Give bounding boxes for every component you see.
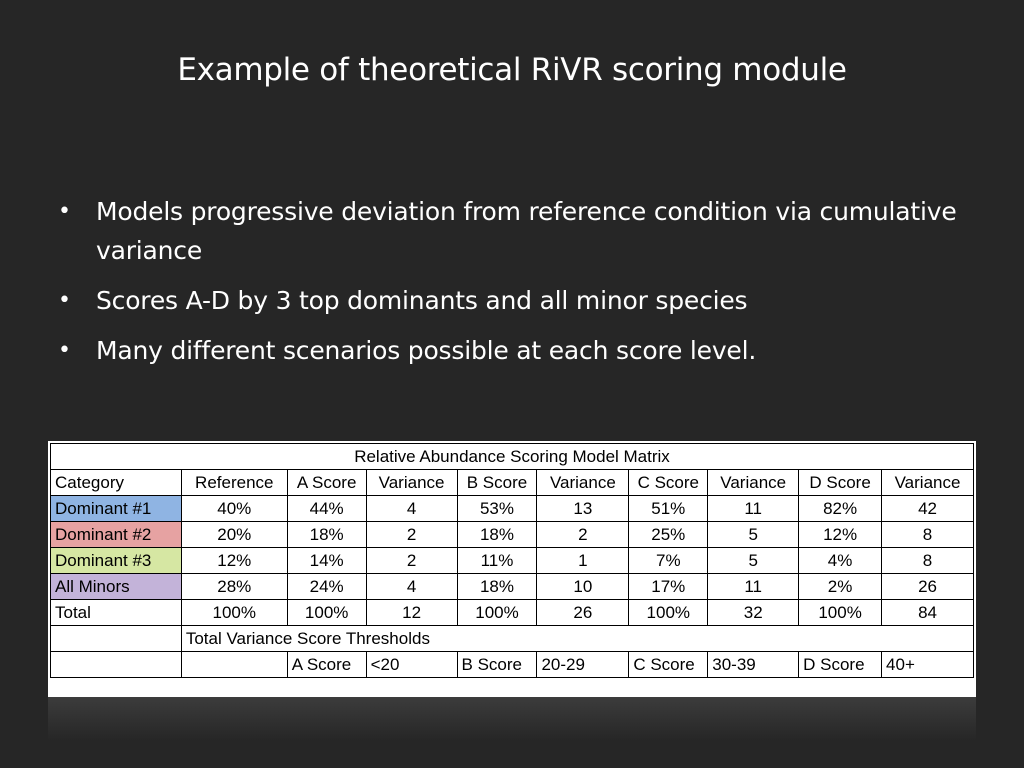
table-cell: 10 (537, 574, 629, 600)
table-cell: 2 (366, 548, 457, 574)
column-header: D Score (799, 470, 882, 496)
table-cell: 18% (457, 574, 537, 600)
table-cell: 14% (287, 548, 366, 574)
table-cell: 12% (181, 548, 287, 574)
table-cell: 4 (366, 574, 457, 600)
table-cell: 8 (882, 522, 974, 548)
category-cell: All Minors (51, 574, 182, 600)
column-header: C Score (629, 470, 708, 496)
column-header: Variance (882, 470, 974, 496)
column-header: Variance (708, 470, 799, 496)
table-cell: 11% (457, 548, 537, 574)
table-cell: 12 (366, 600, 457, 626)
table-cell: 5 (708, 548, 799, 574)
table-cell: 100% (629, 600, 708, 626)
table-row (51, 496, 974, 522)
column-header: A Score (287, 470, 366, 496)
category-cell: Dominant #3 (51, 548, 182, 574)
table-cell: 82% (799, 496, 882, 522)
table-reflection (48, 697, 976, 741)
empty-cell (181, 652, 287, 678)
table-cell: 18% (457, 522, 537, 548)
column-header: Reference (181, 470, 287, 496)
table-row (51, 574, 974, 600)
column-header: Variance (366, 470, 457, 496)
table-cell: 28% (181, 574, 287, 600)
column-header: Category (51, 470, 182, 496)
table-cell: 32 (708, 600, 799, 626)
table-cell: 100% (457, 600, 537, 626)
table-title: Relative Abundance Scoring Model Matrix (51, 444, 974, 470)
thresholds-title: Total Variance Score Thresholds (181, 626, 973, 652)
table-cell: 5 (708, 522, 799, 548)
table-row (51, 522, 974, 548)
slide-title: Example of theoretical RiVR scoring module (177, 52, 847, 88)
bullet-item (58, 281, 958, 320)
threshold-label: A Score (287, 652, 366, 678)
bullet-item (58, 192, 958, 270)
table-cell: 12% (799, 522, 882, 548)
threshold-value: 20-29 (537, 652, 629, 678)
table-cell: 4 (366, 496, 457, 522)
table-cell: 40% (181, 496, 287, 522)
bullet-dot-icon: • (58, 199, 71, 224)
table-cell: 20% (181, 522, 287, 548)
threshold-label: D Score (799, 652, 882, 678)
table-cell: 2 (366, 522, 457, 548)
table-cell: 100% (287, 600, 366, 626)
bullet-text: Many different scenarios possible at each score level. (96, 336, 757, 365)
threshold-value: 40+ (882, 652, 974, 678)
table-header-row (51, 470, 974, 496)
bullet-text: Scores A-D by 3 top dominants and all minor species (96, 286, 748, 315)
table-cell: 7% (629, 548, 708, 574)
table-cell: 13 (537, 496, 629, 522)
table-cell: 8 (882, 548, 974, 574)
table-cell: 44% (287, 496, 366, 522)
scoring-matrix-table (50, 443, 974, 678)
threshold-value: 30-39 (708, 652, 799, 678)
empty-cell (51, 626, 182, 652)
threshold-label: B Score (457, 652, 537, 678)
bullet-item (58, 331, 958, 370)
column-header: Variance (537, 470, 629, 496)
column-header: B Score (457, 470, 537, 496)
table-cell: 53% (457, 496, 537, 522)
empty-cell (51, 652, 182, 678)
bullet-dot-icon: • (58, 338, 71, 363)
threshold-value: <20 (366, 652, 457, 678)
table-cell: 51% (629, 496, 708, 522)
table-title-row (51, 444, 974, 470)
category-cell: Dominant #1 (51, 496, 182, 522)
table-cell: 100% (181, 600, 287, 626)
table-cell: 24% (287, 574, 366, 600)
table-cell: 2 (537, 522, 629, 548)
table-cell: 26 (882, 574, 974, 600)
table-cell: 84 (882, 600, 974, 626)
thresholds-title-row (51, 626, 974, 652)
threshold-label: C Score (629, 652, 708, 678)
bullet-list (58, 192, 958, 381)
table-cell: 4% (799, 548, 882, 574)
table-cell: 2% (799, 574, 882, 600)
table-cell: 25% (629, 522, 708, 548)
table-row (51, 600, 974, 626)
bullet-text: Models progressive deviation from reference condition via cumulative variance (96, 197, 957, 265)
table-cell: 26 (537, 600, 629, 626)
table-cell: 11 (708, 574, 799, 600)
table-cell: 1 (537, 548, 629, 574)
bullet-dot-icon: • (58, 288, 71, 313)
table-image (48, 441, 976, 697)
table-cell: 17% (629, 574, 708, 600)
table-cell: 100% (799, 600, 882, 626)
table-cell: 11 (708, 496, 799, 522)
thresholds-row (51, 652, 974, 678)
category-cell: Dominant #2 (51, 522, 182, 548)
table-cell: 18% (287, 522, 366, 548)
table-row (51, 548, 974, 574)
category-cell: Total (51, 600, 182, 626)
table-cell: 42 (882, 496, 974, 522)
